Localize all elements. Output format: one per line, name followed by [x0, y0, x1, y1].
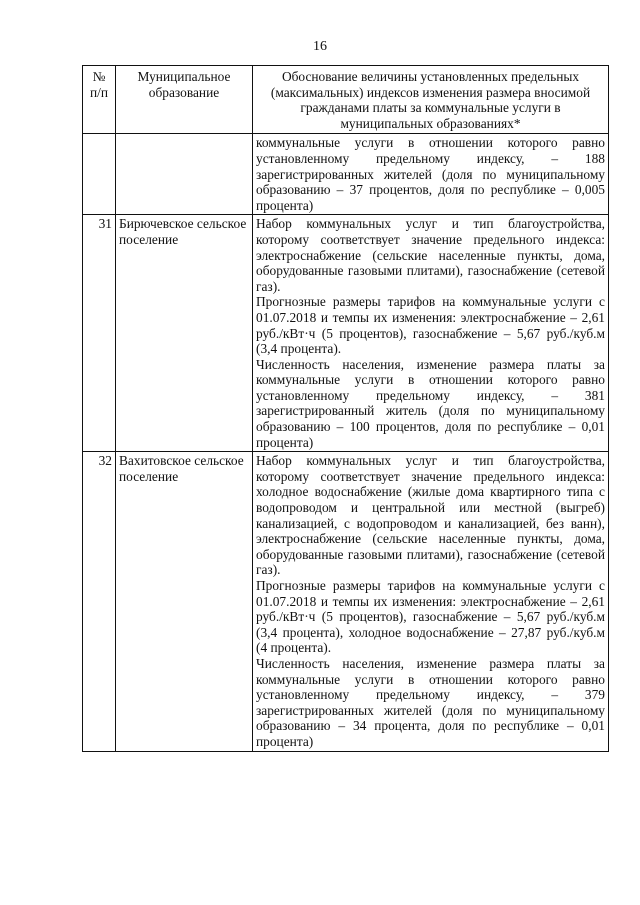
- row-municipality: Вахитовское сельское поселение: [116, 452, 253, 751]
- header-justification: Обоснование величины установленных предельных (максимальных) индексов изменения размера вносимой гражданами платы за коммунальные услуги в муниципальных образованиях*: [253, 66, 609, 134]
- table-row: [83, 215, 609, 452]
- table-header-row: [83, 66, 609, 134]
- row-num: 32: [83, 452, 116, 751]
- justification-paragraph: Численность населения, изменение размера платы за коммунальные услуги в отношении которого равно установленному предельному индексу, – 379 зарегистрированных жителей (доля по муниципальному образованию – 34 процента, доля по республике – 0,01 процента): [256, 655, 605, 749]
- page-number: 16: [313, 39, 327, 54]
- continuation-municipality-cell: [116, 134, 253, 215]
- continuation-num-cell: [83, 134, 116, 215]
- row-num: 31: [83, 215, 116, 452]
- justification-paragraph: Набор коммунальных услуг и тип благоустройства, которому соответствует значение предельного индекса: холодное водоснабжение (жилые дома квартирного типа с водопроводом и центральной или местной (выгреб) канализацией, с водопроводом и канализацией, без ванн), электроснабжение (сельские населенные пункты, дома, оборудованные газовыми плитами), газоснабжение (сетевой газ).: [256, 453, 605, 578]
- row-municipality: Бирючевское сельское поселение: [116, 215, 253, 452]
- justification-paragraph: Прогнозные размеры тарифов на коммунальные услуги с 01.07.2018 и темпы их изменения: электроснабжение – 2,61 руб./кВт·ч (5 процентов), газоснабжение – 5,67 руб./куб.м (3,4 процента).: [256, 294, 605, 357]
- continuation-text: коммунальные услуги в отношении которого равно установленному предельному индексу, – 188 зарегистрированных жителей (доля по муниципальному образованию – 37 процентов, доля по республике – 0,005 процента): [256, 135, 605, 213]
- table-row: [83, 452, 609, 751]
- tariff-index-table: [82, 65, 609, 752]
- header-num: № п/п: [83, 66, 116, 134]
- justification-paragraph: Прогнозные размеры тарифов на коммунальные услуги с 01.07.2018 и темпы их изменения: электроснабжение – 2,61 руб./кВт·ч (5 процентов), газоснабжение – 5,67 руб./куб.м (3,4 процента), холодное водоснабжение – 27,87 руб./куб.м (4 процента).: [256, 578, 605, 656]
- row-justification: [253, 215, 609, 452]
- header-municipality: Муниципальное образование: [116, 66, 253, 134]
- justification-paragraph: Набор коммунальных услуг и тип благоустройства, которому соответствует значение предельного индекса: электроснабжение (сельские населенные пункты, дома, оборудованные газовыми плитами), газоснабжение (сетевой газ).: [256, 216, 605, 294]
- justification-paragraph: Численность населения, изменение размера платы за коммунальные услуги в отношении которого равно установленному предельному индексу, – 381 зарегистрированный житель (доля по муниципальному образованию – 100 процентов, доля по республике – 0,01 процента): [256, 356, 605, 450]
- table-row-continuation: [83, 134, 609, 215]
- row-justification: [253, 452, 609, 751]
- continuation-justification-cell: [253, 134, 609, 215]
